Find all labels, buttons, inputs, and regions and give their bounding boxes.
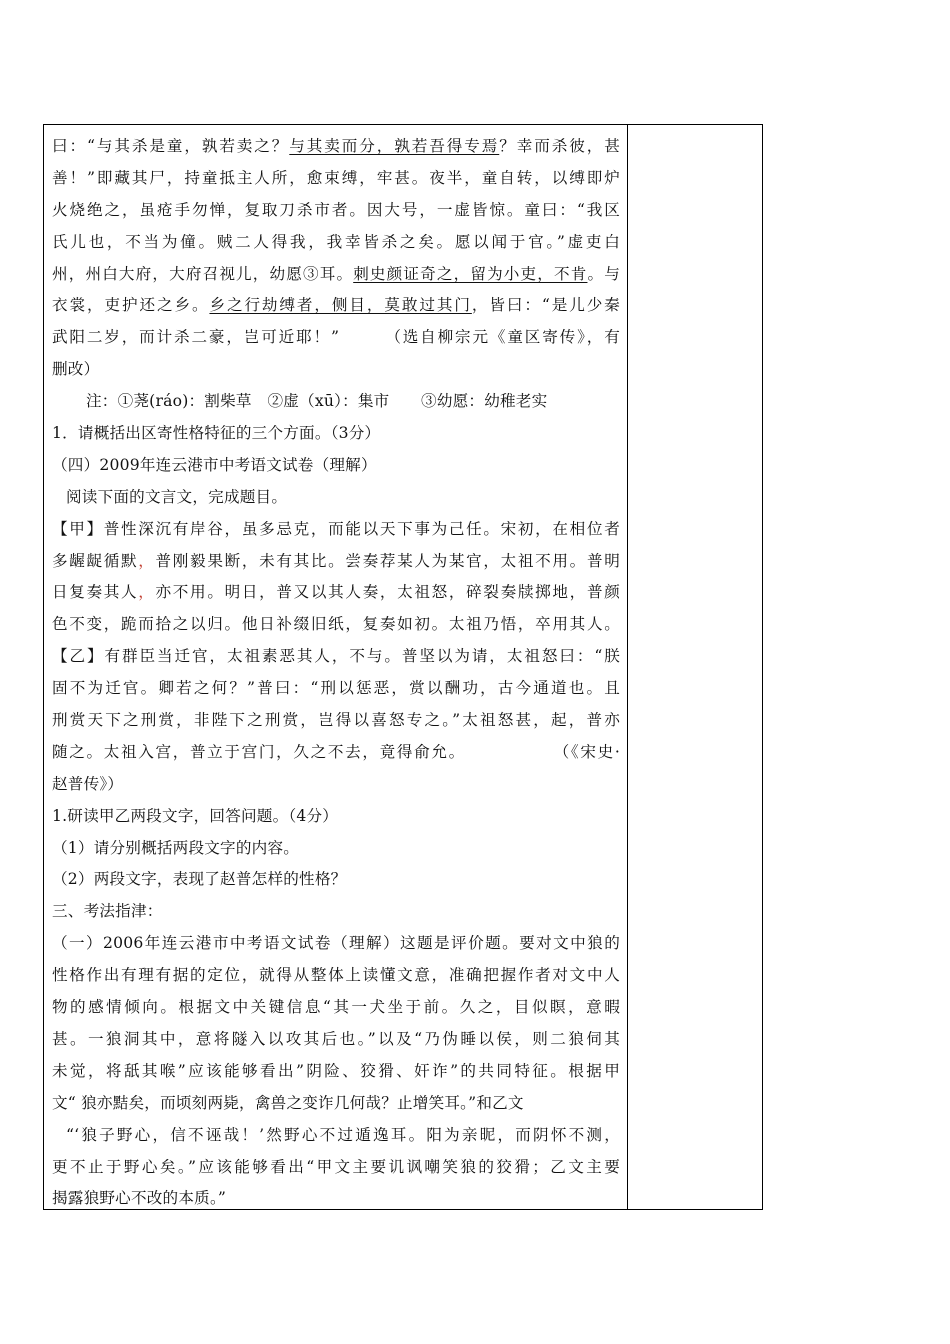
text-segment: （1）请分别概括两段文字的内容。: [52, 838, 300, 857]
text-segment: ？幸而杀彼，甚: [499, 137, 620, 155]
text-segment: 阅读下面的文言文，完成题目。: [66, 487, 288, 506]
text-line: [52, 960, 620, 992]
text-line: [52, 705, 620, 737]
text-segment: 多龌龊循默: [52, 551, 139, 570]
text-segment: ，: [138, 551, 156, 570]
text-line: [52, 1056, 620, 1088]
text-line: [52, 482, 620, 514]
text-segment: 随之。太祖入宫，普立于宫门，久之不去，竟得俞允。 （《宋史·: [52, 742, 620, 761]
text-segment: 善！”即藏其尸，持童抵主人所，愈束缚，牢甚。夜半，童自转，以缚即炉: [52, 168, 620, 187]
text-segment: 普刚毅果断，未有其比。尝奏荐某人为某官，太祖不用。普明: [155, 551, 620, 570]
text-segment: 【甲】普性深沉有岸谷，虽多忌克，而能以天下事为己任。宋初，在相位者: [52, 519, 620, 538]
text-line: [52, 354, 620, 386]
text-line: [52, 896, 620, 928]
text-segment: 亦不用。明日，普又以其人奏，太祖怒，碎裂奏牍掷地，普颜: [155, 583, 620, 602]
text-segment: ，: [138, 583, 156, 602]
text-line: [52, 673, 620, 705]
text-line: [52, 609, 620, 641]
text-line: [52, 546, 620, 578]
text-line: [52, 450, 620, 482]
text-line: [52, 992, 620, 1024]
text-line: [52, 928, 620, 960]
text-segment: 氏儿也，不当为僮。贼二人得我，我幸皆杀之矣。愿以闻于官。”虚吏白: [52, 232, 620, 251]
text-line: [52, 290, 620, 322]
text-segment: 色不变，跪而拾之以归。他日补缀旧纸，复奏如初。太祖乃悟，卒用其人。: [52, 615, 620, 634]
text-line: [52, 769, 620, 801]
text-segment: 三、考法指津：: [52, 902, 163, 921]
side-notes-cell: [629, 125, 762, 1209]
text-segment: 州，州白大府，大府召视儿，幼愿③耳。: [52, 264, 354, 283]
text-segment: ，皆曰：“是儿少秦: [471, 296, 620, 315]
text-segment: 固不为迁官。卿若之何？”普曰：“刑以惩恶，赏以酬功，古今通道也。且: [52, 679, 620, 698]
text-segment: 武阳二岁，而计杀二豪，岂可近耶！” （选自柳宗元《童区寄传》，有: [52, 328, 620, 347]
text-segment: 刑赏天下之刑赏，非陛下之刑赏，岂得以喜怒专之。”太祖怒甚，起，普亦: [52, 711, 620, 730]
text-segment: （一）2006年连云港市中考语文试卷（理解）这题是评价题。要对文中狼的: [52, 934, 620, 953]
text-line: [52, 163, 620, 195]
text-segment: 甚。一狼洞其中，意将隧入以攻其后也。”以及“乃伪睡以侯，则二狼伺其: [52, 1029, 620, 1048]
text-line: [52, 1024, 620, 1056]
underlined-phrase: 与其卖而分，孰若吾得专焉: [289, 137, 500, 155]
text-segment: 曰：“与其杀是童，孰若卖之？: [52, 137, 290, 155]
text-segment: “‘狼子野心，信不诬哉！’然野心不过遁逸耳。阳为亲昵，而阴怀不测，: [66, 1125, 620, 1144]
text-line: [52, 577, 620, 609]
text-segment: 性格作出有理有据的定位，就得从整体上读懂文意，准确把握作者对文中人: [52, 966, 620, 985]
underlined-phrase: 刺史颜证奇之，留为小吏，不肯: [353, 264, 588, 283]
text-segment: 【乙】有群臣当迁官，太祖素恶其人，不与。普坚以为请，太祖怒曰：“朕: [52, 647, 620, 666]
column-divider: [627, 125, 628, 1209]
text-line: [52, 864, 620, 896]
text-line: [52, 1152, 620, 1184]
text-line: [52, 259, 620, 291]
text-line: [52, 641, 620, 673]
text-line: [52, 1120, 620, 1152]
text-line: [52, 1088, 620, 1120]
text-segment: （2）两段文字，表现了赵普怎样的性格？: [52, 870, 347, 889]
text-segment: 1．请概括出区寄性格特征的三个方面。（3分）: [52, 424, 381, 443]
text-line: [52, 514, 620, 546]
text-line: [52, 737, 620, 769]
text-line: [52, 227, 620, 259]
text-segment: 未觉，将舐其喉”应该能够看出”阴险、狡猾、奸诈”的共同特征。根据甲: [52, 1061, 620, 1080]
text-segment: 文“ 狼亦黠矣，而顷刻两毙，禽兽之变诈几何哉？止增笑耳。”和乙文: [52, 1093, 524, 1112]
text-segment: （四）2009年连云港市中考语文试卷（理解）: [52, 455, 377, 474]
underlined-phrase: 乡之行劫缚者，侧目，莫敢过其门: [209, 296, 472, 315]
text-segment: 注：①荛(ráo)：割柴草 ②虚（xū）：集市 ③幼愿：幼稚老实: [86, 392, 548, 411]
text-segment: 揭露狼野心不改的本质。”: [52, 1189, 227, 1208]
text-line: [52, 386, 620, 418]
text-segment: 衣裳，吏护还之乡。: [52, 296, 210, 315]
text-segment: 删改）: [52, 360, 100, 379]
text-segment: 日复奏其人: [52, 583, 139, 602]
text-line: [52, 131, 620, 163]
text-line: [52, 833, 620, 865]
text-segment: 。与: [587, 264, 620, 283]
text-line: [52, 1183, 620, 1215]
text-segment: 物的感情倾向。根据文中关键信息“其一犬坐于前。久之，目似瞑，意暇: [52, 998, 620, 1017]
text-segment: 火烧绝之，虽疮手勿惮，复取刀杀市者。因大号，一虚皆惊。童曰：“我区: [52, 200, 620, 219]
text-line: [52, 195, 620, 227]
text-segment: 1.研读甲乙两段文字，回答问题。（4分）: [52, 806, 339, 825]
document-table: [43, 124, 763, 1210]
text-line: [52, 418, 620, 450]
main-text-cell: [52, 131, 620, 1215]
text-segment: 赵普传》）: [52, 774, 124, 793]
text-line: [52, 801, 620, 833]
text-line: [52, 322, 620, 354]
text-segment: 更不止于野心矣。”应该能够看出“甲文主要讥讽嘲笑狼的狡猾；乙文主要: [52, 1157, 620, 1176]
